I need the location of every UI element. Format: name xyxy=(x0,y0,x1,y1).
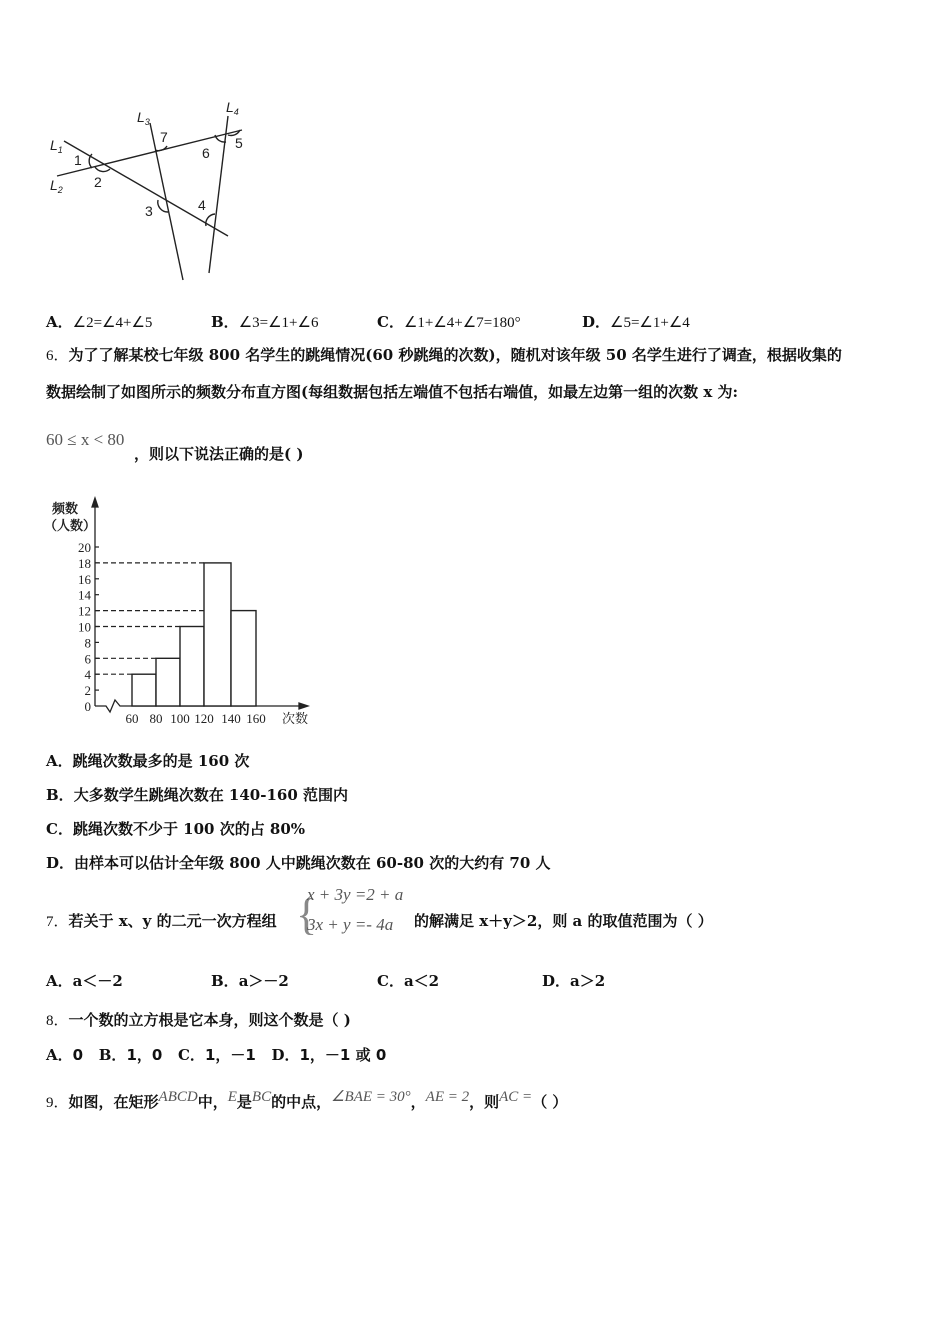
q9-stem: 9．如图，在矩形ABCD中，E是BC的中点，∠BAE = 30°，AE = 2，则AC =（ ） xyxy=(46,1089,568,1111)
q7-option-a[interactable]: A．a＜－2 xyxy=(46,972,123,990)
svg-text:7: 7 xyxy=(160,129,168,145)
label-L2: $L_2$ xyxy=(50,177,63,195)
y-tick-label: 6 xyxy=(84,651,91,667)
y-tick-label: 8 xyxy=(84,635,91,651)
frequency-histogram xyxy=(40,490,310,730)
label-L3: $L_3$ xyxy=(137,109,150,127)
q6-option-b[interactable]: B．大多数学生跳绳次数在 140-160 范围内 xyxy=(46,786,348,804)
histogram-bar xyxy=(204,563,231,706)
y-tick-label: 10 xyxy=(78,619,91,635)
q7-equation-2: 3x + y =- 4a xyxy=(307,915,394,934)
svg-text:3: 3 xyxy=(145,203,153,219)
q8-options xyxy=(46,1045,386,1065)
label-L1: $L_1$ xyxy=(50,137,63,155)
svg-text:6: 6 xyxy=(202,145,210,161)
q8-option-c[interactable]: C．1，－1 xyxy=(177,1046,256,1064)
q6-option-a[interactable]: A．跳绳次数最多的是 160 次 xyxy=(46,752,250,770)
y-tick-label: 4 xyxy=(84,667,91,683)
q7-option-c[interactable]: C．a＜2 xyxy=(377,972,440,990)
q5-option-b[interactable]: B．∠3=∠1+∠6 xyxy=(211,313,319,331)
q7-option-b[interactable]: B．a＞－2 xyxy=(211,972,289,990)
q8-option-a[interactable]: A．0 xyxy=(46,1046,84,1064)
histogram-bar xyxy=(156,658,180,706)
y-tick-label: 0 xyxy=(84,699,91,714)
svg-text:1: 1 xyxy=(74,152,82,168)
y-tick-label: 14 xyxy=(78,587,91,603)
histogram-bar xyxy=(132,674,156,706)
q6-stem-line3: ，则以下说法正确的是( ) xyxy=(134,445,304,463)
equation-system-brace: { xyxy=(296,890,318,939)
y-tick-label: 18 xyxy=(78,555,91,571)
q5-option-d[interactable]: D．∠5=∠1+∠4 xyxy=(582,313,690,331)
q6-inequality: 60 ≤ x < 80 xyxy=(46,430,125,449)
q6-option-c[interactable]: C．跳绳次数不少于 100 次的占 80% xyxy=(46,820,306,838)
x-tick-label: 80 xyxy=(149,711,163,726)
svg-text:5: 5 xyxy=(235,135,243,151)
q5-option-a[interactable]: A．∠2=∠4+∠5 xyxy=(46,313,153,331)
svg-text:4: 4 xyxy=(198,197,206,213)
x-tick-label: 120 xyxy=(194,711,214,726)
q7-stem-suffix: 的解满足 x＋y＞2，则 a 的取值范围为（ ） xyxy=(414,912,713,930)
q8-stem: 8．一个数的立方根是它本身，则这个数是（ ) xyxy=(46,1011,351,1029)
y-tick-label: 2 xyxy=(84,683,91,699)
q6-stem-line2: 数据绘制了如图所示的频数分布直方图(每组数据包括左端值不包括右端值，如最左边第一组的次数 x 为: xyxy=(46,383,739,401)
x-tick-label: 160 xyxy=(246,711,266,726)
y-tick-label: 16 xyxy=(78,571,91,587)
q8-option-d[interactable]: D．1，－1 或 0 xyxy=(271,1046,387,1064)
x-axis-title: 次数 xyxy=(282,711,309,726)
x-tick-label: 100 xyxy=(170,711,190,726)
x-tick-label: 140 xyxy=(221,711,241,726)
q7-option-d[interactable]: D．a＞2 xyxy=(542,972,606,990)
y-tick-label: 20 xyxy=(78,540,91,555)
q7-stem-prefix: 7．若关于 x、y 的二元一次方程组 xyxy=(46,912,277,930)
q6-stem-line1: 6．为了了解某校七年级 800 名学生的跳绳情况(60 秒跳绳的次数)，随机对该年级 50 名学生进行了调查，根据收集的 xyxy=(46,346,842,364)
y-tick-label: 12 xyxy=(78,603,91,619)
q8-option-b[interactable]: B．1，0 xyxy=(98,1046,163,1064)
q6-option-d[interactable]: D．由样本可以估计全年级 800 人中跳绳次数在 60-80 次的大约有 70 人 xyxy=(46,854,551,872)
histogram-bar xyxy=(231,611,256,706)
y-axis-title-line2: （人数） xyxy=(44,518,97,533)
q5-option-c[interactable]: C．∠1+∠4+∠7=180° xyxy=(377,313,521,331)
y-axis-title-line1: 频数 xyxy=(52,501,79,516)
svg-text:2: 2 xyxy=(94,174,102,190)
histogram-bar xyxy=(180,627,204,707)
q7-equation-1: x + 3y =2 + a xyxy=(307,885,404,904)
x-tick-label: 60 xyxy=(125,711,139,726)
lines-angle-figure xyxy=(40,90,260,290)
label-L4: $L_4$ xyxy=(226,99,239,117)
